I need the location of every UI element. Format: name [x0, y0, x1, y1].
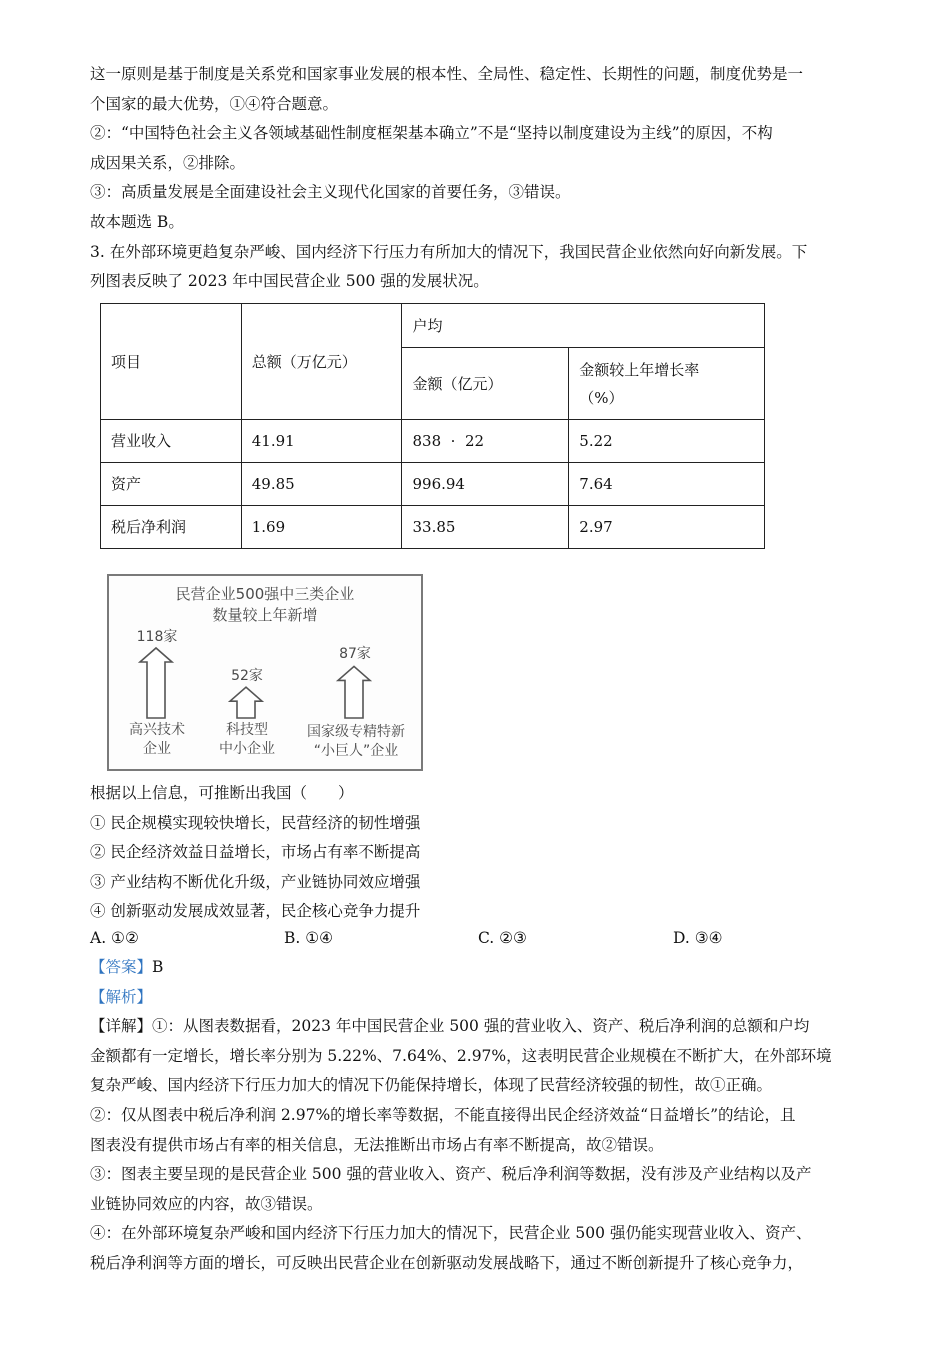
category-label-little-giant	[291, 723, 421, 761]
cell-total: 49.85	[241, 463, 402, 506]
intro-line: 这一原则是基于制度是关系党和国家事业发展的根本性、全局性、稳定性、长期性的问题，制度优势是一	[90, 65, 804, 83]
cell-amount: 33.85	[402, 506, 569, 549]
statement: ③ 产业结构不断优化升级，产业链协同效应增强	[90, 872, 421, 891]
statement: ④ 创新驱动发展成效显著，民企核心竞争力提升	[90, 902, 421, 921]
detail-tag: 【详解】	[90, 1017, 153, 1036]
header-avg: 户均	[402, 304, 765, 348]
answer-line	[90, 953, 862, 983]
statement: ② 民企经济效益日益增长，市场占有率不断提高	[90, 843, 421, 862]
cell-item: 资产	[101, 463, 242, 506]
header-total: 总额（万亿元）	[241, 304, 402, 420]
cell-total: 1.69	[241, 506, 402, 549]
detail-line: 业链协同效应的内容，故③错误。	[90, 1194, 323, 1213]
option-b: B. ①④	[284, 929, 334, 947]
chart-title-line1: 民营企业500强中三类企业	[175, 585, 355, 603]
table-row	[101, 420, 765, 463]
stats-table	[100, 303, 765, 549]
cell-growth: 7.64	[569, 463, 765, 506]
intro-section	[90, 60, 862, 297]
category-label-high-tech	[109, 721, 205, 759]
intro-line: 成因果关系，②排除。	[90, 153, 246, 172]
value-label-sme: 52家	[231, 668, 263, 684]
option-a: A. ①②	[90, 929, 139, 947]
arrow-high-tech	[140, 648, 172, 718]
chart-title-line2: 数量较上年新增	[212, 606, 318, 624]
option-c: C. ②③	[478, 929, 527, 947]
answer-tag: 【答案】	[90, 958, 153, 976]
intro-line: 个国家的最大优势，①④符合题意。	[90, 94, 339, 113]
cell-item: 税后净利润	[101, 506, 242, 549]
cell-total: 41.91	[241, 420, 402, 463]
header-growth-line2: （%）	[579, 388, 624, 407]
detail-text: ①：从图表数据看，2023 年中国民营企业 500 强的营业收入、资产、税后净利润的总额和户均	[152, 1017, 810, 1036]
answer-analysis	[90, 953, 862, 1279]
option-d: D. ③④	[673, 929, 723, 947]
header-amount: 金额（亿元）	[402, 348, 569, 420]
arrow-little-giant	[338, 666, 370, 718]
question-section	[90, 779, 862, 927]
intro-line: 故本题选 B。	[90, 212, 184, 231]
answer-value: B	[152, 958, 164, 976]
cell-growth: 2.97	[569, 506, 765, 549]
statement: ① 民企规模实现较快增长，民营经济的韧性增强	[90, 813, 421, 832]
value-label-high-tech: 118家	[136, 629, 178, 645]
detail-line: ②：仅从图表中税后净利润 2.97%的增长率等数据，不能直接得出民企经济效益“日益增长”的结论，且	[90, 1105, 796, 1124]
category-line: 国家级专精特新	[307, 724, 405, 740]
intro-line: ③：高质量发展是全面建设社会主义现代化国家的首要任务，③错误。	[90, 183, 571, 202]
intro-line: ②：“中国特色社会主义各领域基础性制度框架基本确立”不是“坚持以制度建设为主线”的原因，不构	[90, 124, 773, 143]
arrow-sme	[230, 687, 262, 718]
question-3-text: 3. 在外部环境更趋复杂严峻、国内经济下行压力有所加大的情况下，我国民营企业依然向好向新发展。下	[90, 242, 808, 261]
enterprise-growth-chart	[107, 574, 423, 771]
category-line: 企业	[143, 741, 171, 757]
category-line: “小巨人”企业	[313, 743, 399, 759]
detail-line: ④：在外部环境复杂严峻和国内经济下行压力加大的情况下，民营企业 500 强仍能实现营业收入、资产、	[90, 1224, 812, 1243]
category-label-sme	[197, 721, 297, 759]
value-label-little-giant: 87家	[339, 646, 371, 662]
category-line: 中小企业	[219, 741, 275, 757]
header-item: 项目	[101, 304, 242, 420]
category-line: 科技型	[226, 722, 268, 738]
cell-amount: 996.94	[402, 463, 569, 506]
header-growth	[569, 348, 765, 420]
detail-line: 金额都有一定增长，增长率分别为 5.22%、7.64%、2.97%，这表明民营企业规模在不断扩大，在外部环境	[90, 1046, 832, 1065]
answer-options	[90, 925, 862, 951]
cell-amount: 838 · 22	[402, 420, 569, 463]
cell-item: 营业收入	[101, 420, 242, 463]
detail-line: ③：图表主要呈现的是民营企业 500 强的营业收入、资产、税后净利润等数据，没有涉及产业结构以及产	[90, 1165, 812, 1184]
question-3-text: 列图表反映了 2023 年中国民营企业 500 强的发展状况。	[90, 272, 489, 291]
category-line: 高兴技术	[129, 722, 185, 738]
analysis-tag: 【解析】	[90, 987, 153, 1006]
detail-line: 图表没有提供市场占有率的相关信息，无法推断出市场占有率不断提高，故②错误。	[90, 1135, 664, 1154]
detail-line	[90, 1012, 862, 1042]
analysis-line	[90, 983, 862, 1013]
detail-line: 复杂严峻、国内经济下行压力加大的情况下仍能保持增长，体现了民营经济较强的韧性，故①正确。	[90, 1076, 773, 1095]
table-row	[101, 506, 765, 549]
detail-line: 税后净利润等方面的增长，可反映出民营企业在创新驱动发展战略下，通过不断创新提升了核心竞争力，	[90, 1253, 804, 1272]
cell-growth: 5.22	[569, 420, 765, 463]
question-stem: 根据以上信息，可推断出我国（ ）	[90, 784, 354, 802]
table-row	[101, 463, 765, 506]
header-growth-line1: 金额较上年增长率	[579, 360, 700, 379]
